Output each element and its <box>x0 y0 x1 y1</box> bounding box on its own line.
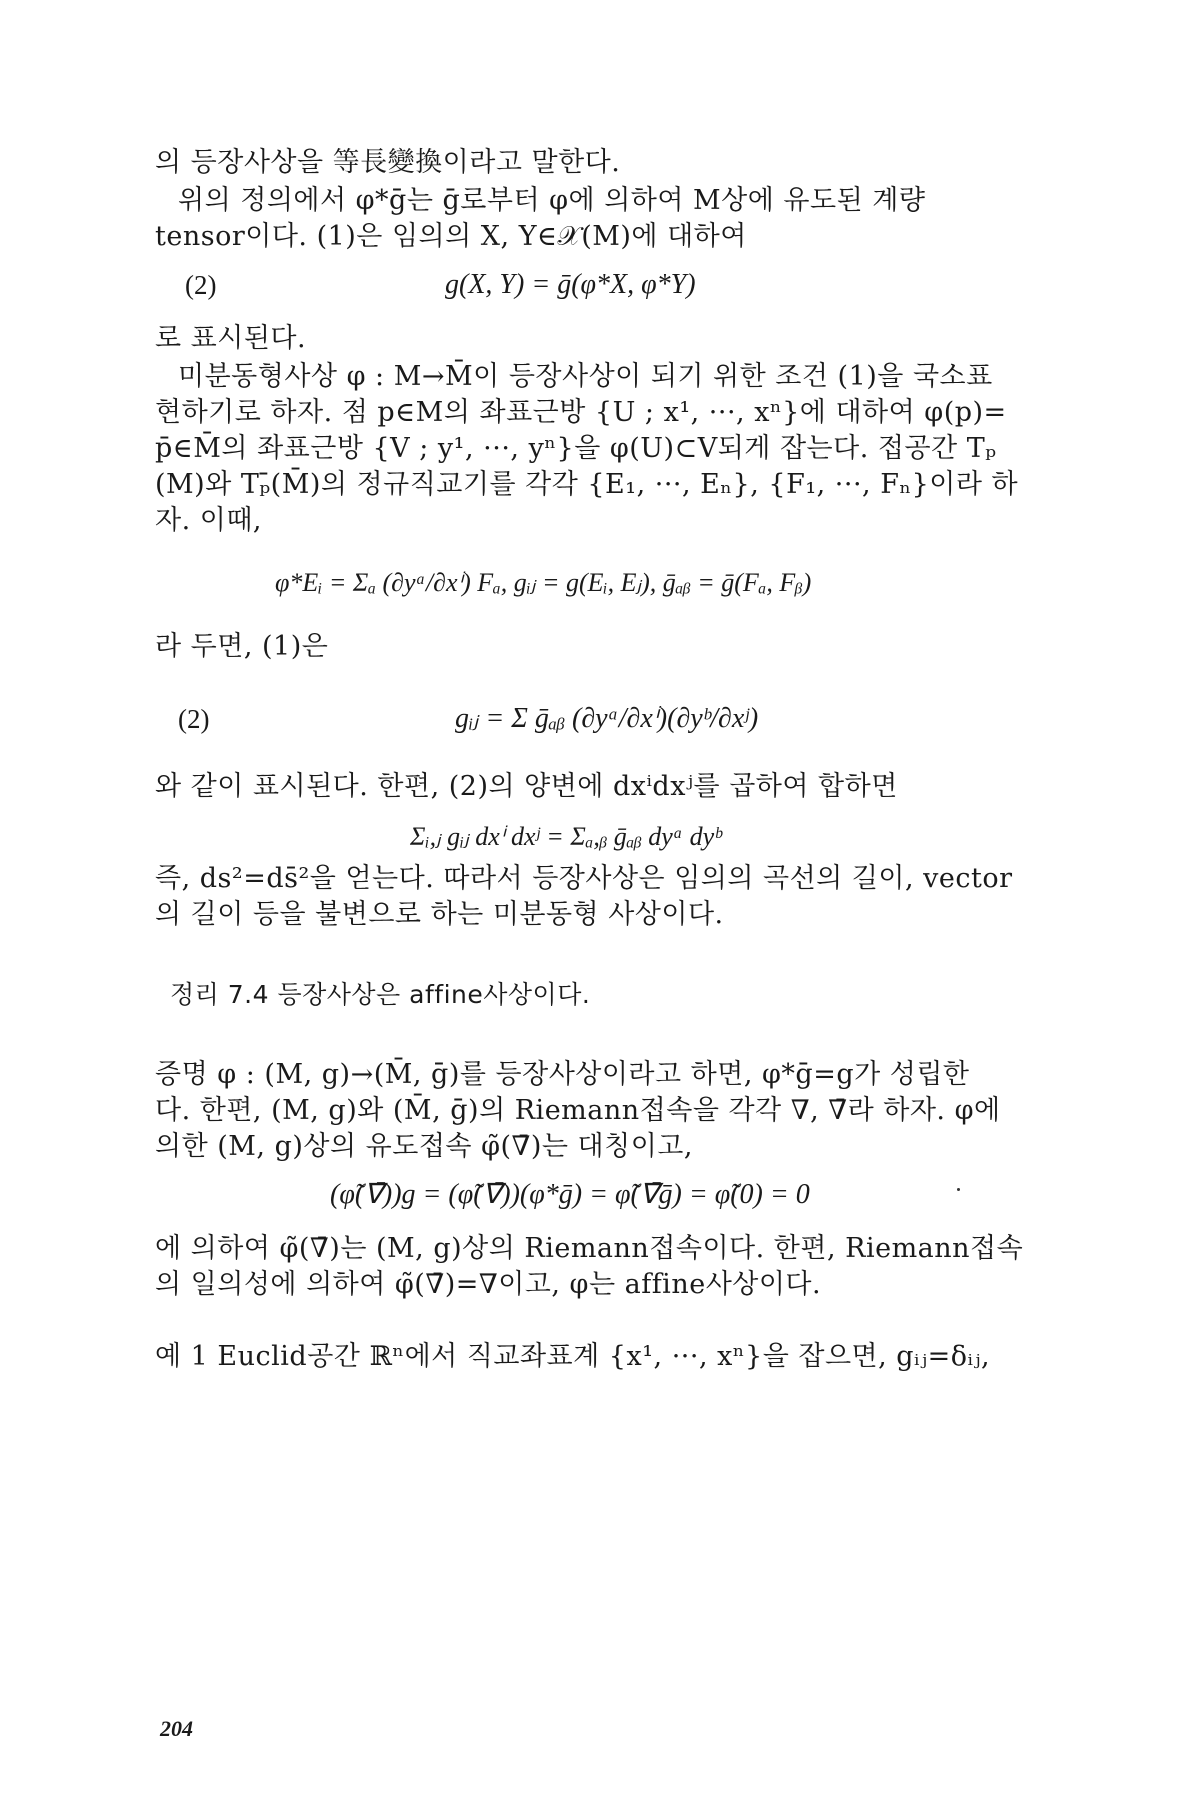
equation-metric-components: gᵢⱼ = Σ ḡₐᵦ (∂yᵃ/∂xⁱ)(∂yᵇ/∂xʲ) <box>455 703 759 734</box>
equation-frame-relations: φ*Eᵢ = Σₐ (∂yᵃ/∂xⁱ) Fₐ, gᵢⱼ = g(Eᵢ, Eⱼ), ḡₐᵦ = ḡ(Fₐ, Fᵦ) <box>275 568 812 597</box>
text-line: 즉, ds²=ds̄²을 얻는다. 따라서 등장사상은 임의의 곡선의 길이, vector <box>155 863 1013 894</box>
equation-number: (2) <box>185 270 217 300</box>
text-line: 현하기로 하자. 점 p∈M의 좌표근방 {U ; x¹, ···, xⁿ}에 대하여 φ(p)= <box>155 397 1007 428</box>
text-line: 증명 φ : (M, g)→(M̄, ḡ)를 등장사상이라고 하면, φ*ḡ=g가 성립한 <box>155 1059 970 1090</box>
theorem-heading: 정리 7.4 등장사상은 affine사상이다. <box>170 980 591 1009</box>
equation-isometry: g(X, Y) = ḡ(φ*X, φ*Y) <box>445 269 696 300</box>
speck <box>957 1188 960 1191</box>
text-line: 다. 한편, (M, g)와 (M̄, ḡ)의 Riemann접속을 각각 ∇, ∇̄라 하자. φ에 <box>155 1095 1001 1126</box>
text-line: 라 두면, (1)은 <box>155 631 329 662</box>
text-line: 의 길이 등을 불변으로 하는 미분동형 사상이다. <box>155 899 724 930</box>
text-line: 의한 (M, g)상의 유도접속 φ̃(∇̄)는 대칭이고, <box>155 1131 693 1162</box>
text-line: 자. 이때, <box>155 505 262 536</box>
equation-number: (2) <box>178 704 210 734</box>
text-line: tensor이다. (1)은 임의의 X, Y∈𝒳(M)에 대하여 <box>155 221 747 252</box>
text-line: 로 표시된다. <box>155 323 307 354</box>
text-line: 위의 정의에서 φ*ḡ는 ḡ로부터 φ에 의하여 M상에 유도된 계량 <box>178 185 926 216</box>
example-line: 예 1 Euclid공간 ℝⁿ에서 직교좌표계 {x¹, ···, xⁿ}을 잡으면, gᵢⱼ=δᵢⱼ, <box>155 1341 991 1372</box>
equation-line-element: Σᵢ,ⱼ gᵢⱼ dxⁱ dxʲ = Σₐ,ᵦ ḡₐᵦ dyᵃ dyᵇ <box>410 822 722 851</box>
text-line: p̄∈M̄의 좌표근방 {V ; y¹, ···, yⁿ}을 φ(U)⊂V되게 잡는다. 접공간 Tₚ <box>155 433 997 464</box>
text-line: 의 등장사상을 等長變換이라고 말한다. <box>155 147 621 178</box>
text-line: 와 같이 표시된다. 한편, (2)의 양변에 dxⁱdxʲ를 곱하여 합하면 <box>155 771 898 802</box>
text-line: 의 일의성에 의하여 φ̃(∇̄)=∇이고, φ는 affine사상이다. <box>155 1269 822 1300</box>
text-line: (M)와 Tₚ̄(M̄)의 정규직교기를 각각 {E₁, ···, Eₙ}, {F₁, ···, Fₙ}이라 하 <box>155 469 1019 500</box>
text-line: 에 의하여 φ̃(∇̄)는 (M, g)상의 Riemann접속이다. 한편, Riemann접속 <box>155 1233 1024 1264</box>
equation-induced-connection: (φ̃(∇̄))g = (φ̃(∇̄))(φ*ḡ) = φ̃(∇̄ḡ) = φ̃(0) = 0 <box>330 1179 810 1210</box>
page-number: 204 <box>160 1716 193 1741</box>
text-line: 미분동형사상 φ : M→M̄이 등장사상이 되기 위한 조건 (1)을 국소표 <box>178 361 993 392</box>
